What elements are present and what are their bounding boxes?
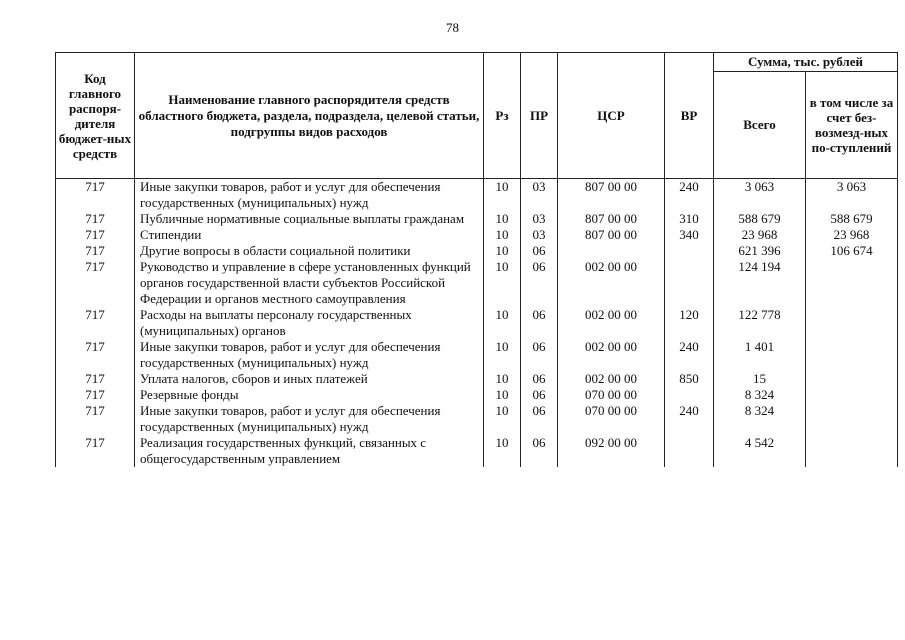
row-name: Реализация государственных функций, связанных с общегосударственным управлением	[135, 435, 484, 467]
table-row	[56, 339, 898, 371]
row-csr: 807 00 00	[558, 227, 665, 243]
header-pr: ПР	[521, 53, 558, 179]
row-name: Уплата налогов, сборов и иных платежей	[135, 371, 484, 387]
row-rz: 10	[484, 435, 521, 467]
row-vr: 310	[665, 211, 714, 227]
table-row	[56, 403, 898, 435]
row-pr: 06	[521, 243, 558, 259]
row-pr: 03	[521, 227, 558, 243]
row-pr: 06	[521, 307, 558, 339]
row-csr: 807 00 00	[558, 211, 665, 227]
table-row	[56, 435, 898, 467]
row-name: Публичные нормативные социальные выплаты гражданам	[135, 211, 484, 227]
row-code: 717	[56, 259, 135, 307]
row-code: 717	[56, 387, 135, 403]
row-vr: 240	[665, 339, 714, 371]
row-rz: 10	[484, 227, 521, 243]
row-csr: 070 00 00	[558, 387, 665, 403]
header-rz: Рз	[484, 53, 521, 179]
row-total: 122 778	[714, 307, 806, 339]
row-csr	[558, 243, 665, 259]
table-body	[56, 179, 898, 468]
row-rz: 10	[484, 387, 521, 403]
row-incl	[806, 403, 898, 435]
row-total: 124 194	[714, 259, 806, 307]
row-rz: 10	[484, 307, 521, 339]
row-name: Резервные фонды	[135, 387, 484, 403]
row-total: 8 324	[714, 387, 806, 403]
row-vr	[665, 259, 714, 307]
row-rz: 10	[484, 179, 521, 212]
row-name: Стипендии	[135, 227, 484, 243]
row-code: 717	[56, 211, 135, 227]
row-total: 23 968	[714, 227, 806, 243]
header-csr: ЦСР	[558, 53, 665, 179]
table-row	[56, 179, 898, 212]
row-rz: 10	[484, 339, 521, 371]
row-total: 1 401	[714, 339, 806, 371]
header-name: Наименование главного распорядителя средств областного бюджета, раздела, подраздела, целевой статьи, подгруппы видов расходов	[135, 53, 484, 179]
row-pr: 06	[521, 435, 558, 467]
row-pr: 06	[521, 371, 558, 387]
table-row	[56, 227, 898, 243]
row-name: Расходы на выплаты персоналу государственных (муниципальных) органов	[135, 307, 484, 339]
table-row	[56, 259, 898, 307]
row-vr	[665, 243, 714, 259]
row-name: Иные закупки товаров, работ и услуг для обеспечения государственных (муниципальных) нужд	[135, 403, 484, 435]
header-code: Код главного распоря-дителя бюджет-ных средств	[56, 53, 135, 179]
table-row	[56, 243, 898, 259]
row-code: 717	[56, 307, 135, 339]
row-csr: 002 00 00	[558, 259, 665, 307]
table-row	[56, 307, 898, 339]
header-total: Всего	[714, 72, 806, 179]
row-name: Иные закупки товаров, работ и услуг для обеспечения государственных (муниципальных) нужд	[135, 179, 484, 212]
row-incl	[806, 259, 898, 307]
row-rz: 10	[484, 211, 521, 227]
row-csr: 002 00 00	[558, 371, 665, 387]
row-code: 717	[56, 371, 135, 387]
row-pr: 06	[521, 403, 558, 435]
row-vr	[665, 387, 714, 403]
row-code: 717	[56, 179, 135, 212]
table-row	[56, 387, 898, 403]
budget-table	[55, 52, 898, 467]
row-total: 15	[714, 371, 806, 387]
row-pr: 06	[521, 387, 558, 403]
row-code: 717	[56, 227, 135, 243]
row-code: 717	[56, 339, 135, 371]
row-name: Другие вопросы в области социальной политики	[135, 243, 484, 259]
row-incl: 23 968	[806, 227, 898, 243]
row-vr: 240	[665, 179, 714, 212]
row-incl: 3 063	[806, 179, 898, 212]
row-rz: 10	[484, 403, 521, 435]
row-incl: 588 679	[806, 211, 898, 227]
row-vr	[665, 435, 714, 467]
row-rz: 10	[484, 259, 521, 307]
row-total: 588 679	[714, 211, 806, 227]
row-pr: 06	[521, 339, 558, 371]
row-total: 4 542	[714, 435, 806, 467]
row-vr: 120	[665, 307, 714, 339]
row-code: 717	[56, 403, 135, 435]
row-incl	[806, 339, 898, 371]
row-vr: 240	[665, 403, 714, 435]
row-total: 8 324	[714, 403, 806, 435]
row-total: 621 396	[714, 243, 806, 259]
row-code: 717	[56, 435, 135, 467]
row-rz: 10	[484, 371, 521, 387]
row-incl	[806, 307, 898, 339]
row-incl	[806, 387, 898, 403]
header-vr: ВР	[665, 53, 714, 179]
row-code: 717	[56, 243, 135, 259]
row-pr: 03	[521, 179, 558, 212]
row-csr: 002 00 00	[558, 339, 665, 371]
row-csr: 002 00 00	[558, 307, 665, 339]
table-row	[56, 371, 898, 387]
row-total: 3 063	[714, 179, 806, 212]
row-incl	[806, 371, 898, 387]
header-sum: Сумма, тыс. рублей	[714, 53, 898, 72]
row-csr: 070 00 00	[558, 403, 665, 435]
row-name: Руководство и управление в сфере установленных функций органов государственной власти субъектов Российской Федерации и органов местного самоуправления	[135, 259, 484, 307]
row-csr: 092 00 00	[558, 435, 665, 467]
header-incl: в том числе за счет без-возмезд-ных по-ступлений	[806, 72, 898, 179]
row-pr: 06	[521, 259, 558, 307]
row-csr: 807 00 00	[558, 179, 665, 212]
row-incl	[806, 435, 898, 467]
row-pr: 03	[521, 211, 558, 227]
table-row	[56, 211, 898, 227]
row-vr: 850	[665, 371, 714, 387]
page-number: 78	[446, 20, 459, 35]
row-name: Иные закупки товаров, работ и услуг для обеспечения государственных (муниципальных) нужд	[135, 339, 484, 371]
row-incl: 106 674	[806, 243, 898, 259]
row-vr: 340	[665, 227, 714, 243]
row-rz: 10	[484, 243, 521, 259]
